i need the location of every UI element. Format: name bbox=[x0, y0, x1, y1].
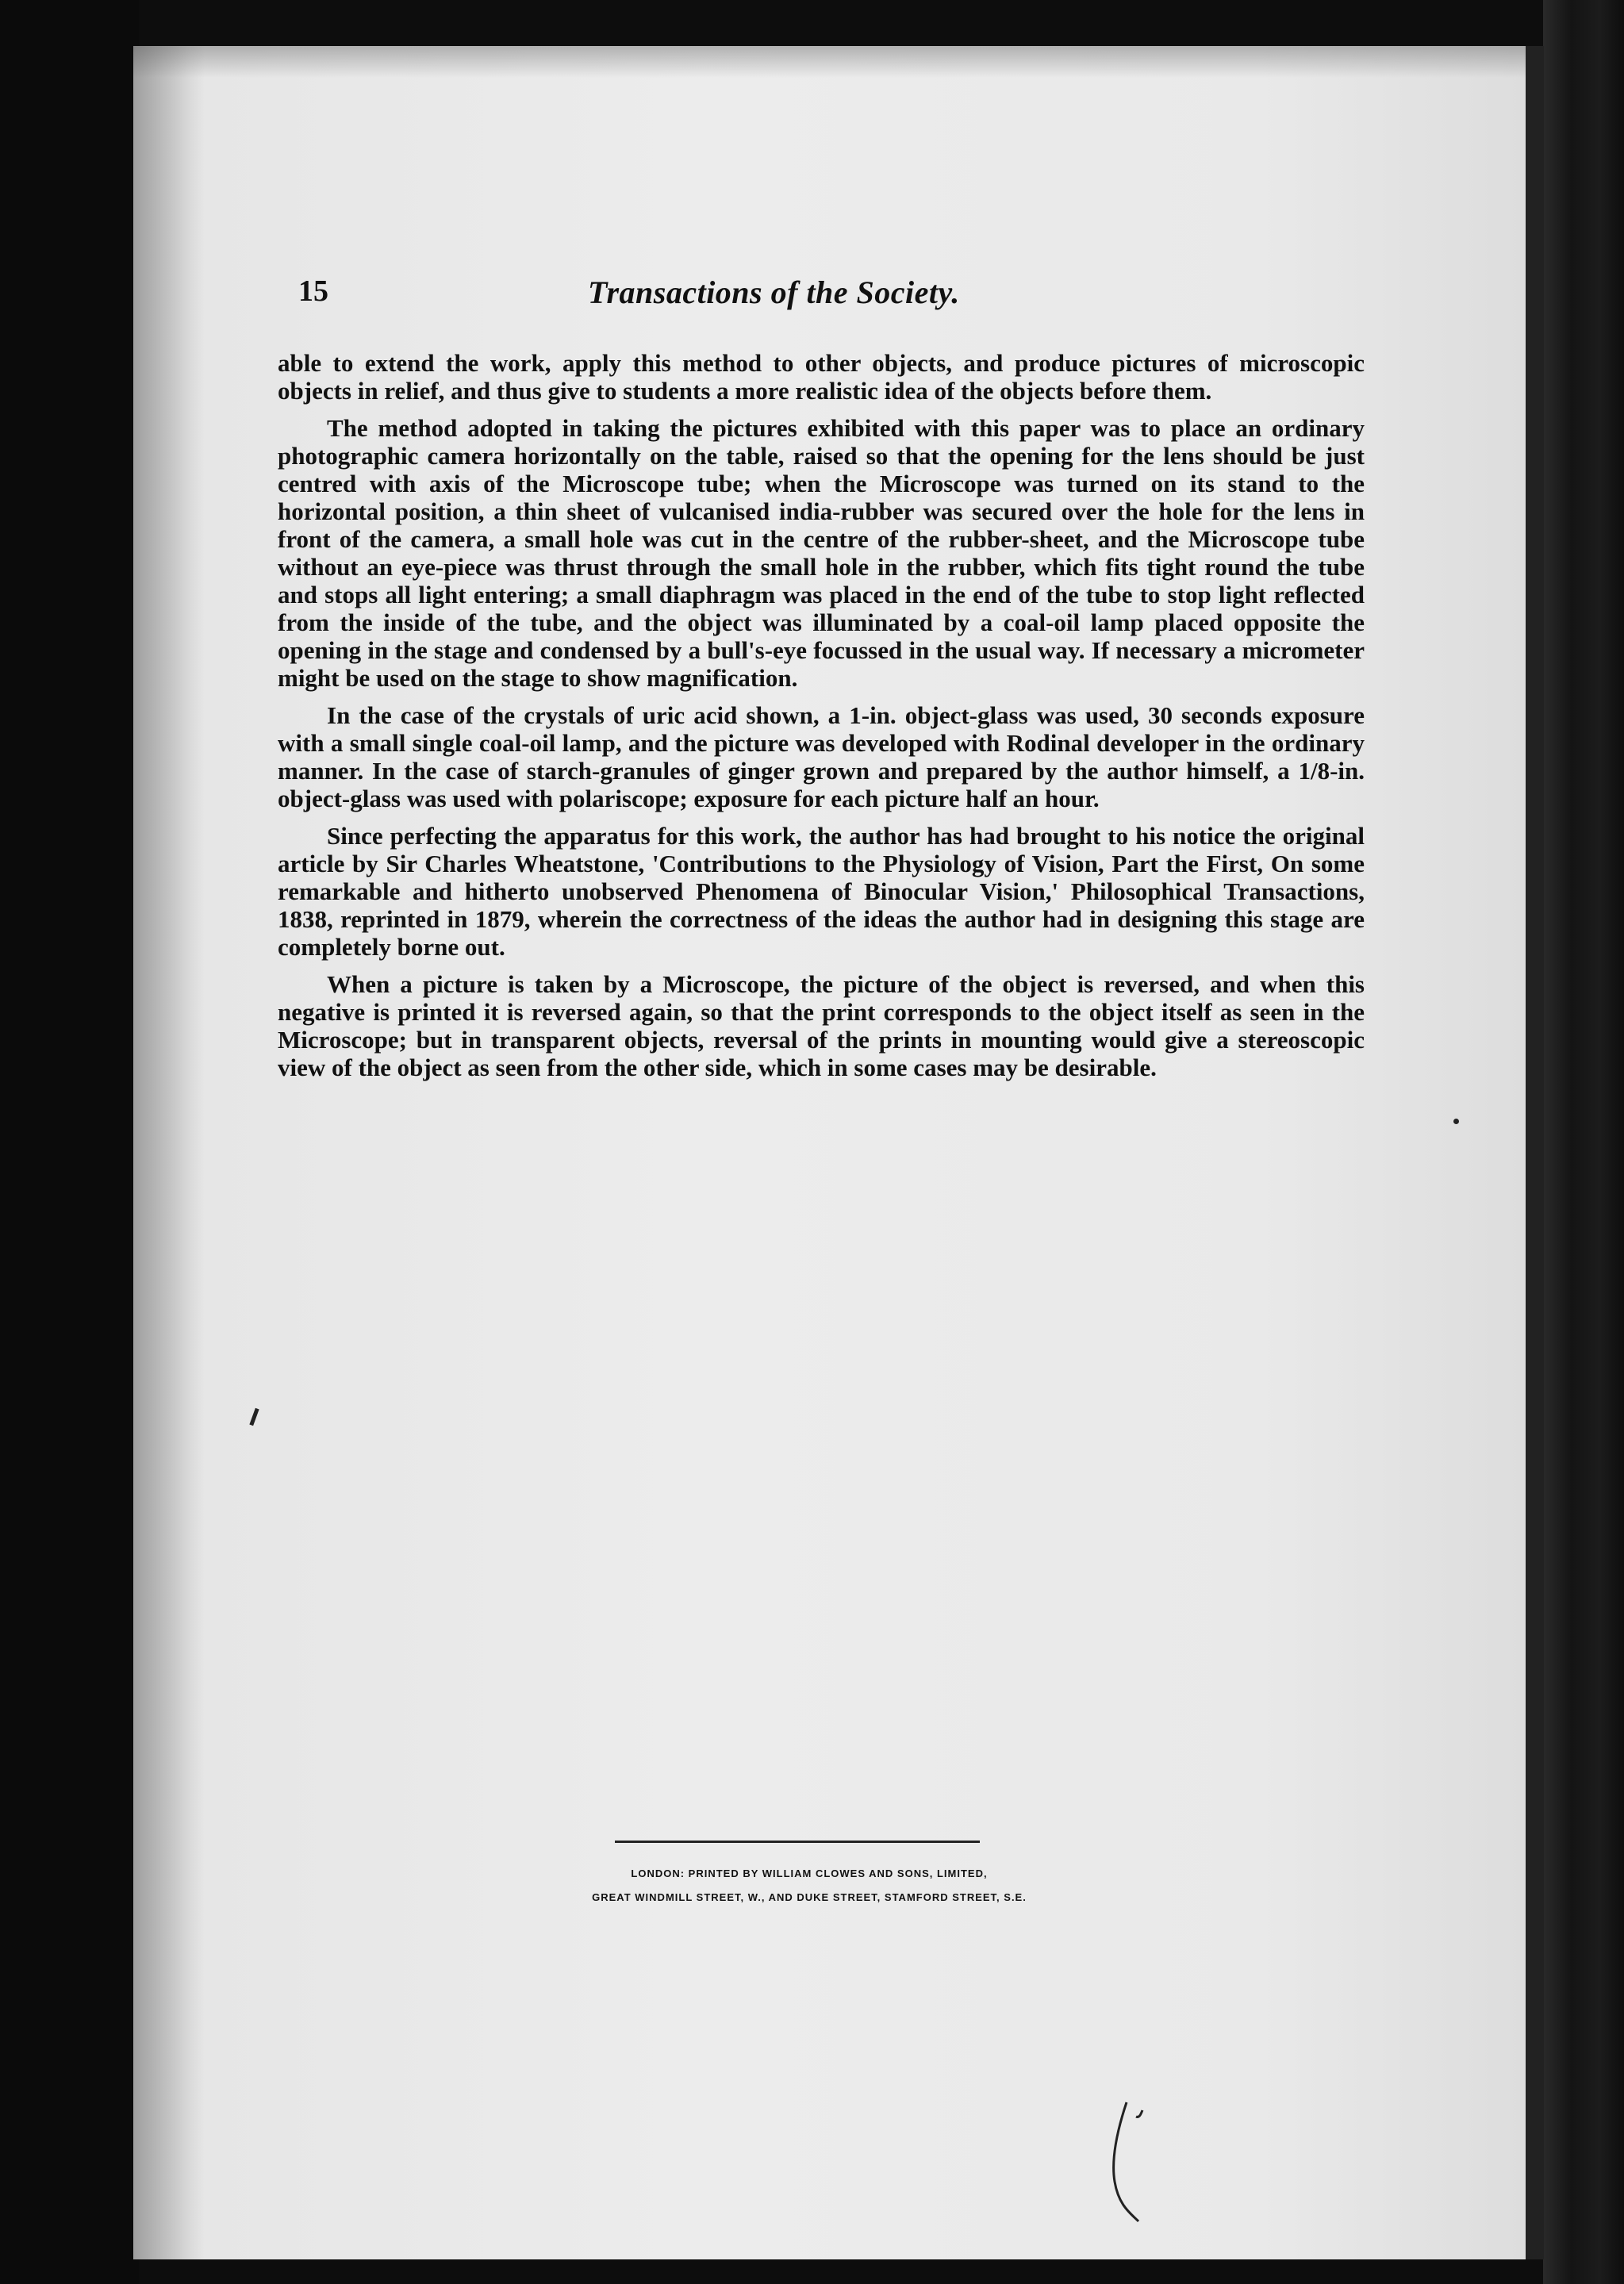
body-text bbox=[278, 349, 1365, 1091]
page-shadow-left bbox=[133, 46, 205, 2259]
imprint-line-2: GREAT WINDMILL STREET, W., AND DUKE STREET, STAMFORD STREET, S.E. bbox=[592, 1891, 1027, 1903]
stray-mark-right-dot bbox=[1453, 1119, 1459, 1124]
page-shadow-top bbox=[133, 46, 1544, 78]
imprint-line-1: LONDON: PRINTED BY WILLIAM CLOWES AND SONS, LIMITED, bbox=[631, 1868, 988, 1879]
scan-margin-left bbox=[0, 0, 139, 2284]
pencil-scribble bbox=[1095, 2094, 1166, 2229]
scan-margin-right bbox=[1543, 0, 1624, 2284]
running-head bbox=[298, 274, 1353, 321]
paragraph-5: When a picture is taken by a Microscope, the picture of the object is reversed, and when this negative is printed it is reversed again, so that the print corresponds to the object itself as seen in the Microscope; but in transparent objects, reversal of the prints in mounting would give a stereoscopic view of the object as seen from the other side, which in some cases may be desirable. bbox=[278, 970, 1365, 1081]
paragraph-2: The method adopted in taking the pictures exhibited with this paper was to place an ordinary photographic camera horizontally on the table, raised so that the opening for the lens should be just centred with axis of the Microscope tube; when the Microscope was turned on its stand to the horizontal position, a thin sheet of vulcanised india-rubber was secured over the hole for the lens in front of the camera, a small hole was cut in the centre of the rubber-sheet, and the Microscope tube without an eye-piece was thrust through the small hole in the rubber, which fits tight round the tube and stops all light entering; a small diaphragm was placed in the end of the tube to stop light reflected from the inside of the tube, and the object was illuminated by a coal-oil lamp placed opposite the opening in the stage and condensed by a bull's-eye focussed in the usual way. If necessary a micrometer might be used on the stage to show magnification. bbox=[278, 414, 1365, 692]
paragraph-4: Since perfecting the apparatus for this work, the author has had brought to his notice the original article by Sir Charles Wheatstone, 'Contributions to the Physiology of Vision, Part the First, On some remarkable and hitherto unobserved Phenomena of Binocular Vision,' Philosophical Transactions, 1838, reprinted in 1879, wherein the correctness of the ideas the author had in designing this stage are completely borne out. bbox=[278, 822, 1365, 961]
page-right-edge bbox=[1526, 46, 1544, 2259]
imprint-rule bbox=[615, 1841, 980, 1843]
page-number: 15 bbox=[298, 274, 328, 308]
journal-title: Transactions of the Society. bbox=[588, 274, 960, 310]
printer-imprint bbox=[413, 1862, 1206, 1910]
paragraph-3: In the case of the crystals of uric acid shown, a 1-in. object-glass was used, 30 seconds exposure with a small single coal-oil lamp, and the picture was developed with Rodinal developer in the ordinary manner. In the case of starch-granules of ginger grown and prepared by the author himself, a 1/8-in. object-glass was used with polariscope; exposure for each picture half an hour. bbox=[278, 701, 1365, 812]
paragraph-1: able to extend the work, apply this method to other objects, and produce pictures of microscopic objects in relief, and thus give to students a more realistic idea of the objects before them. bbox=[278, 349, 1365, 405]
